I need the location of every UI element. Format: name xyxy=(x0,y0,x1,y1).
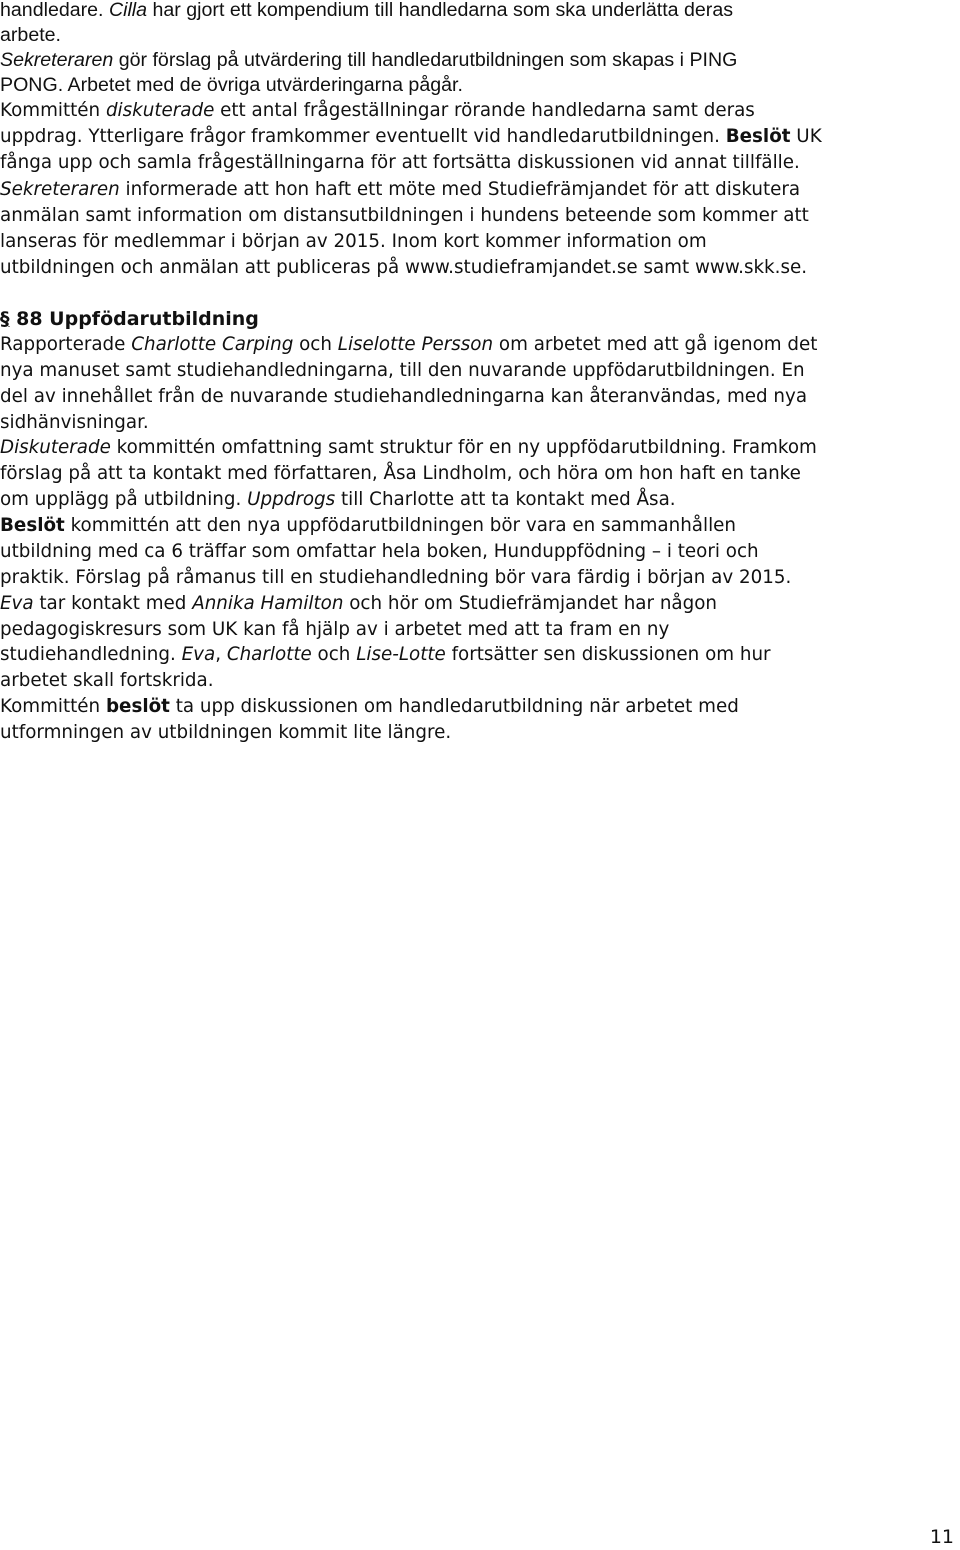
text-line xyxy=(0,668,214,694)
text-run: handledare. xyxy=(0,0,109,21)
text-run: Diskuterade xyxy=(0,437,111,458)
text-line xyxy=(0,694,739,720)
text-line xyxy=(0,0,733,23)
text-run: till Charlotte att ta kontakt med Åsa. xyxy=(335,489,676,510)
text-run: Beslöt xyxy=(0,515,65,536)
text-run: praktik. Förslag på råmanus till en studiehandledning bör vara färdig i början av 2015. xyxy=(0,567,792,588)
text-run: Rapporterade xyxy=(0,334,132,355)
text-run: Kommittén xyxy=(0,100,106,121)
text-line xyxy=(0,410,149,436)
text-run: Uppdrogs xyxy=(247,489,336,510)
text-run: lanseras för medlemmar i början av 2015. Inom kort kommer information om xyxy=(0,231,707,252)
text-run: Kommittén xyxy=(0,696,106,717)
text-run: diskuterade xyxy=(105,100,215,121)
text-run: UK xyxy=(790,126,822,147)
text-run: arbetet skall fortskrida. xyxy=(0,670,214,691)
text-line xyxy=(0,539,759,565)
text-run: fånga upp och samla frågeställningarna för att fortsätta diskussionen vid annat tillfälle. xyxy=(0,152,800,173)
text-line xyxy=(0,617,669,643)
text-line xyxy=(0,513,736,539)
text-line xyxy=(0,22,61,48)
text-run: Cilla xyxy=(108,0,148,21)
text-run: del av innehållet från de nuvarande studiehandledningarna kan återanvändas, med nya xyxy=(0,386,808,407)
text-run: sidhänvisningar. xyxy=(0,412,149,433)
text-run: fortsätter sen diskussionen om hur xyxy=(445,644,771,665)
text-run: och xyxy=(311,644,357,665)
text-run: och hör om Studiefrämjandet har någon xyxy=(343,593,718,614)
text-run: och xyxy=(293,334,338,355)
text-run: om arbetet med att gå igenom det xyxy=(493,334,818,355)
text-run: Annika Hamilton xyxy=(192,593,344,614)
text-line xyxy=(0,47,737,73)
text-line xyxy=(0,177,800,203)
text-line xyxy=(0,98,755,124)
text-line xyxy=(0,72,463,98)
text-run: § xyxy=(0,308,10,330)
text-run: Charlotte xyxy=(226,644,312,665)
text-run: anmälan samt information om distansutbildningen i hundens beteende som kommer att xyxy=(0,205,809,226)
page-number: 11 xyxy=(929,1526,954,1548)
text-line xyxy=(0,591,717,617)
text-run: Sekreteraren xyxy=(0,179,120,200)
text-run: utbildning med ca 6 träffar som omfattar hela boken, Hunduppfödning – i teori och xyxy=(0,541,759,562)
text-line xyxy=(0,384,807,410)
text-line xyxy=(0,642,771,668)
text-run: förslag på att ta kontakt med författaren, Åsa Lindholm, och höra om hon haft en tanke xyxy=(0,463,801,484)
text-run: studiehandledning. xyxy=(0,644,182,665)
text-line xyxy=(0,124,822,150)
text-run: tar kontakt med xyxy=(33,593,193,614)
text-line xyxy=(0,720,451,746)
text-run: Eva xyxy=(0,593,34,614)
text-line xyxy=(0,358,805,384)
text-run: kommittén omfattning samt struktur för en ny uppfödarutbildning. Framkom xyxy=(110,437,817,458)
text-line xyxy=(0,435,817,461)
text-run: ett antal frågeställningar rörande handledarna samt deras xyxy=(214,100,755,121)
text-run: arbete. xyxy=(0,24,62,46)
text-run: Eva xyxy=(181,644,216,665)
text-line xyxy=(0,565,791,591)
text-run: har gjort ett kompendium till handledarna som ska underlätta deras xyxy=(147,0,734,21)
text-run: pedagogiskresurs som UK kan få hjälp av i arbetet med att ta fram en ny xyxy=(0,619,670,640)
text-run: uppdrag. Ytterligare frågor framkommer eventuellt vid handledarutbildningen. xyxy=(0,126,726,147)
text-run: Beslöt xyxy=(725,126,791,147)
text-line xyxy=(0,461,801,487)
text-run: , xyxy=(215,644,227,665)
text-line xyxy=(0,487,676,513)
text-line xyxy=(0,203,809,229)
text-line xyxy=(0,150,800,176)
text-run: Lise-Lotte xyxy=(356,644,446,665)
text-run: utbildningen och anmälan att publiceras på www.studieframjandet.se samt www.skk.se. xyxy=(0,257,808,278)
text-run: Liselotte Persson xyxy=(337,334,494,355)
text-run: 88 Uppfödarutbildning xyxy=(9,308,259,330)
text-run: kommittén att den nya uppfödarutbildningen bör vara en sammanhållen xyxy=(64,515,736,536)
section-heading xyxy=(0,306,259,332)
text-run: Sekreteraren xyxy=(0,49,114,71)
text-line xyxy=(0,229,707,255)
text-run: gör förslag på utvärdering till handledarutbildningen som skapas i PING xyxy=(113,49,738,71)
text-line xyxy=(0,332,817,358)
text-run: nya manuset samt studiehandledningarna, till den nuvarande uppfödarutbildningen. En xyxy=(0,360,805,381)
text-run: PONG. Arbetet med de övriga utvärderingarna pågår. xyxy=(0,74,463,96)
text-run: ta upp diskussionen om handledarutbildning när arbetet med xyxy=(169,696,739,717)
text-run: Charlotte Carping xyxy=(131,334,294,355)
text-run: om upplägg på utbildning. xyxy=(0,489,248,510)
text-run: utformningen av utbildningen kommit lite längre. xyxy=(0,722,452,743)
text-run: beslöt xyxy=(105,696,170,717)
text-line xyxy=(0,255,807,281)
text-run: informerade att hon haft ett möte med Studiefrämjandet för att diskutera xyxy=(119,179,801,200)
